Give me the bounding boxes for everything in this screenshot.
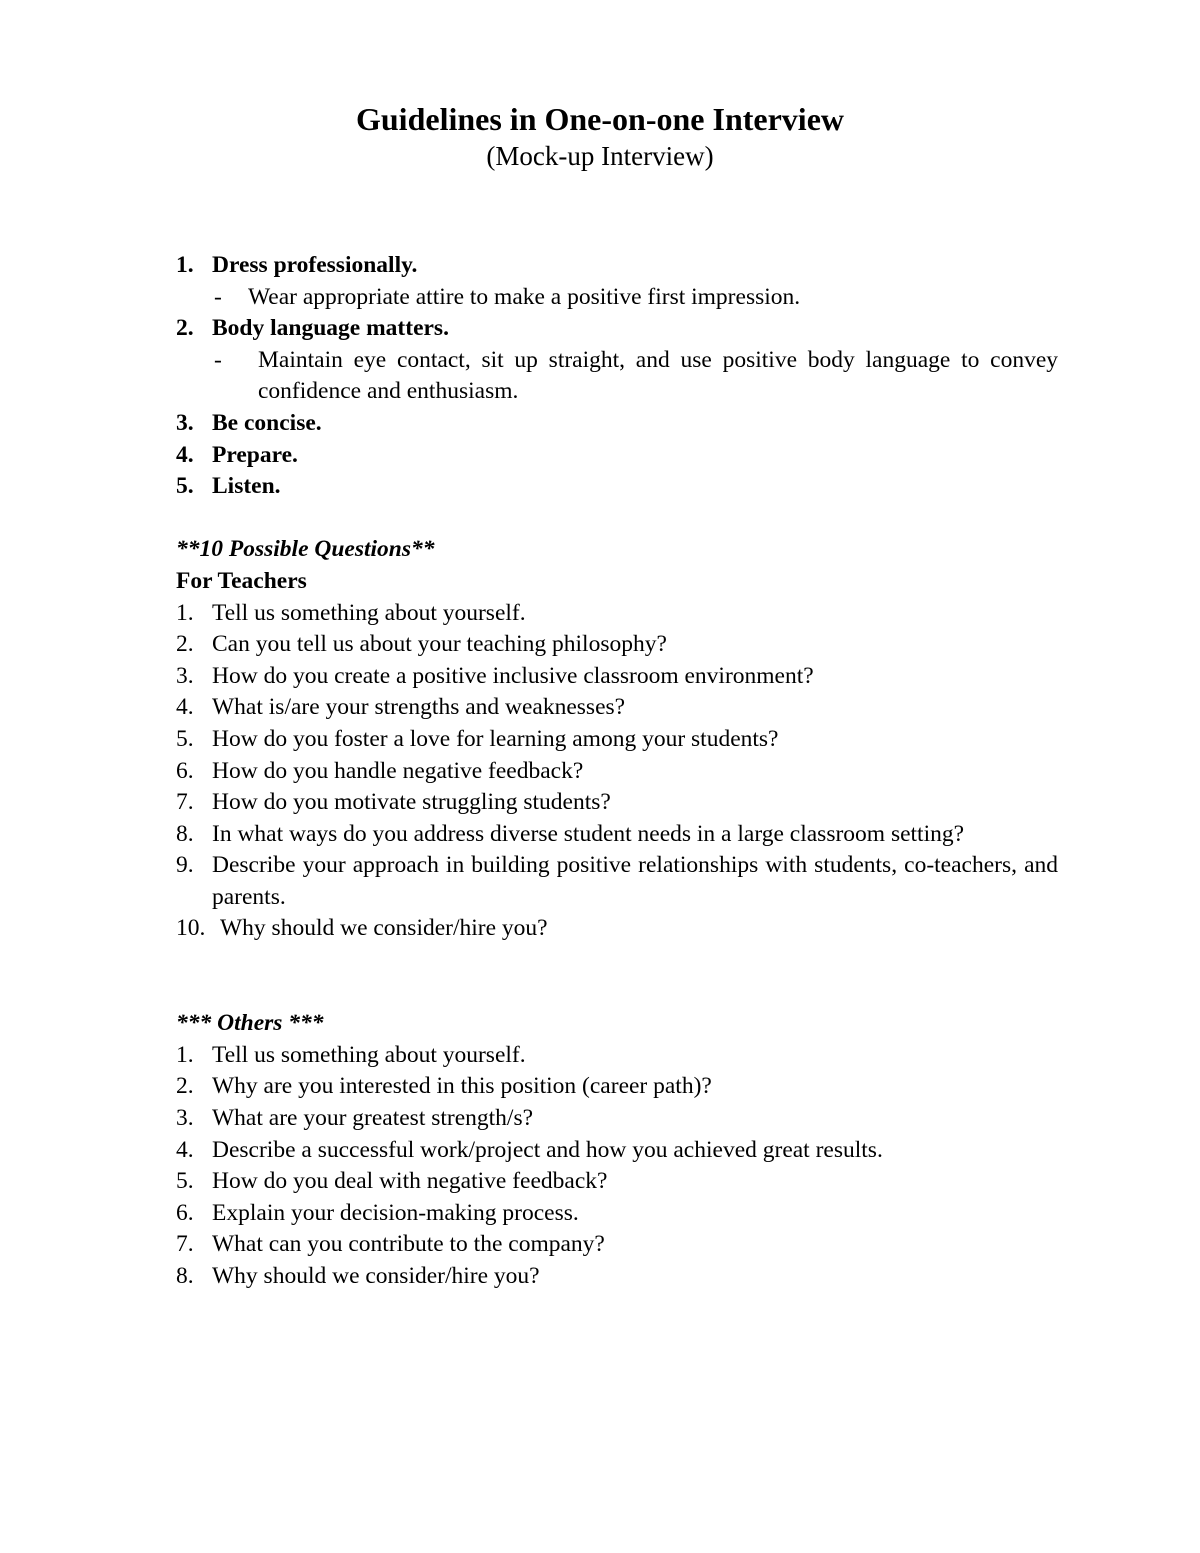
question-item <box>176 661 1058 693</box>
question-item <box>176 1040 1058 1072</box>
question-item <box>176 598 1058 630</box>
question-text: Tell us something about yourself. <box>212 1041 526 1068</box>
question-item <box>176 1071 1058 1103</box>
question-text: Why are you interested in this position (career path)? <box>212 1073 712 1100</box>
guideline-item <box>176 408 1058 440</box>
question-item <box>176 1166 1058 1198</box>
guideline-heading: Prepare. <box>212 441 298 468</box>
dash-bullet: - <box>214 346 222 373</box>
question-text: Why should we consider/hire you? <box>212 1263 540 1289</box>
question-number: 8. <box>176 820 194 847</box>
question-text: Describe a successful work/project and how you achieved great results. <box>212 1136 883 1163</box>
question-number: 5. <box>176 1168 194 1195</box>
question-item <box>176 913 1058 945</box>
guideline-number: 3. <box>176 409 194 436</box>
question-text: In what ways do you address diverse student needs in a large classroom setting? <box>212 820 965 847</box>
question-number: 5. <box>176 725 194 752</box>
guideline-heading: Be concise. <box>212 409 322 436</box>
question-text: Can you tell us about your teaching philosophy? <box>212 631 667 658</box>
question-text: How do you deal with negative feedback? <box>212 1168 608 1195</box>
question-text: Explain your decision-making process. <box>212 1199 579 1226</box>
questions-heading: **10 Possible Questions** <box>176 536 435 563</box>
question-item <box>176 692 1058 724</box>
guideline-number: 2. <box>176 315 194 342</box>
question-text: How do you motivate struggling students? <box>212 789 611 816</box>
guideline-detail <box>176 345 1058 408</box>
question-number: 3. <box>176 1105 194 1132</box>
guideline-item <box>176 440 1058 472</box>
question-item <box>176 850 1058 913</box>
dash-bullet: - <box>214 283 222 310</box>
question-number: 4. <box>176 694 194 721</box>
guidelines-list <box>176 250 1058 503</box>
guideline-number: 4. <box>176 441 194 468</box>
question-item <box>176 1135 1058 1167</box>
others-heading: *** Others *** <box>176 1010 324 1037</box>
questions-subheading: For Teachers <box>176 567 307 594</box>
guideline-number: 1. <box>176 252 194 278</box>
question-text: What can you contribute to the company? <box>212 1231 605 1258</box>
question-item <box>176 1261 1058 1293</box>
spacer <box>176 503 1058 535</box>
guideline-number: 5. <box>176 473 194 500</box>
others-section <box>176 1008 1058 1292</box>
question-text: Describe your approach in building positive relationships with students, co-teachers, and parents. <box>212 852 1058 910</box>
question-number: 7. <box>176 1231 194 1258</box>
document-subtitle: (Mock-up Interview) <box>486 141 714 171</box>
question-number: 1. <box>176 1041 194 1068</box>
document-title: Guidelines in One-on-one Interview <box>355 101 844 137</box>
question-text: Tell us something about yourself. <box>212 599 526 626</box>
question-text: How do you handle negative feedback? <box>212 757 584 784</box>
guideline-heading: Dress professionally. <box>212 252 418 278</box>
guideline-heading: Body language matters. <box>212 315 449 342</box>
spacer <box>176 945 1058 1008</box>
question-text: How do you create a positive inclusive classroom environment? <box>212 662 814 689</box>
guideline-item <box>176 471 1058 503</box>
guideline-detail-text: Maintain eye contact, sit up straight, and use positive body language to convey confidence and enthusiasm. <box>258 346 1058 405</box>
question-number: 2. <box>176 1073 194 1100</box>
question-item <box>176 724 1058 756</box>
question-item <box>176 1103 1058 1135</box>
question-number: 3. <box>176 662 194 689</box>
question-item <box>176 819 1058 851</box>
guideline-item <box>176 313 1058 345</box>
question-number: 4. <box>176 1136 194 1163</box>
guideline-detail <box>176 282 1058 314</box>
question-number: 7. <box>176 789 194 816</box>
question-number: 1. <box>176 599 194 626</box>
question-item <box>176 1198 1058 1230</box>
guideline-item <box>176 250 1058 282</box>
question-item <box>176 629 1058 661</box>
question-item <box>176 756 1058 788</box>
question-number: 9. <box>176 852 194 879</box>
questions-section <box>176 534 1058 945</box>
guideline-detail-text: Wear appropriate attire to make a positive first impression. <box>248 283 801 310</box>
document-body <box>176 250 1058 1293</box>
question-item <box>176 787 1058 819</box>
question-text: Why should we consider/hire you? <box>220 915 548 942</box>
question-number: 10. <box>176 915 206 942</box>
question-number: 6. <box>176 1199 194 1226</box>
question-number: 8. <box>176 1263 194 1289</box>
question-number: 2. <box>176 631 194 658</box>
question-text: What is/are your strengths and weaknesses? <box>212 694 626 721</box>
question-number: 6. <box>176 757 194 784</box>
guideline-heading: Listen. <box>212 473 281 500</box>
question-text: What are your greatest strength/s? <box>212 1105 534 1132</box>
question-item <box>176 1229 1058 1261</box>
question-text: How do you foster a love for learning among your students? <box>212 725 779 752</box>
